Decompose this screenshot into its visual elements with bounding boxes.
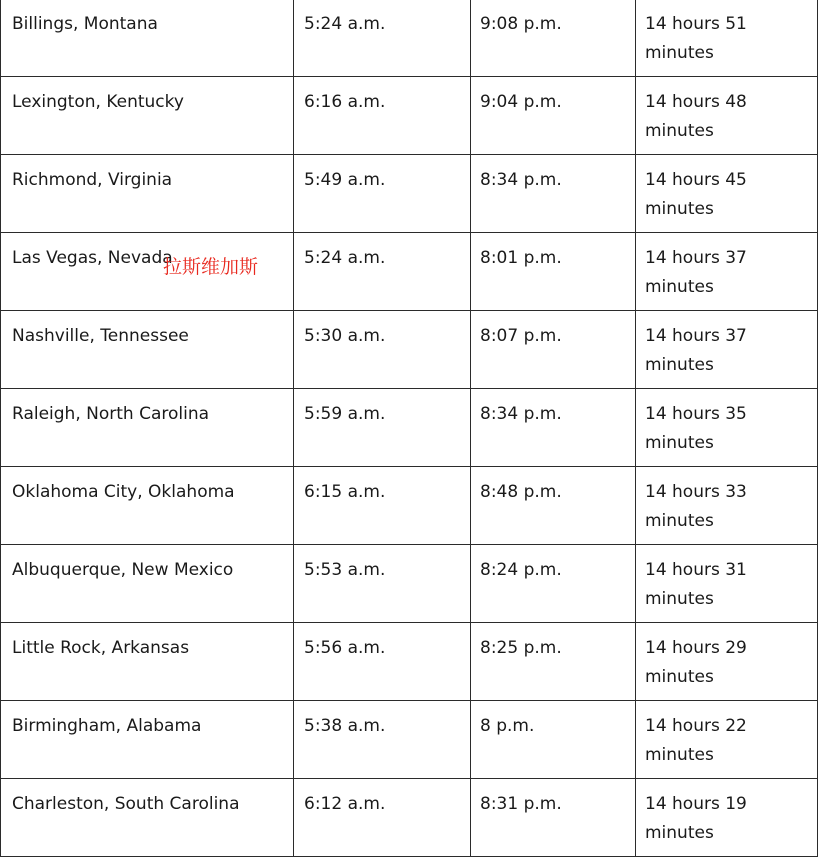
day-length: 14 hours 19 minutes xyxy=(645,794,747,843)
city-name: Oklahoma City, Oklahoma xyxy=(12,482,235,502)
city-name: Little Rock, Arkansas xyxy=(12,638,190,658)
sunset-cell xyxy=(471,311,636,389)
city-name: Las Vegas, Nevada xyxy=(12,248,173,268)
sunset-cell xyxy=(471,545,636,623)
sunrise-time: 5:24 a.m. xyxy=(304,248,386,268)
sunrise-cell xyxy=(294,545,471,623)
sunrise-time: 6:16 a.m. xyxy=(304,92,386,112)
table-row xyxy=(1,779,818,857)
day-length: 14 hours 31 minutes xyxy=(645,560,747,609)
sunset-cell xyxy=(471,623,636,701)
table-row xyxy=(1,77,818,155)
day-length-cell xyxy=(636,545,818,623)
day-length: 14 hours 22 minutes xyxy=(645,716,747,765)
table-body xyxy=(1,0,818,857)
city-cell xyxy=(1,311,294,389)
city-cell xyxy=(1,623,294,701)
city-cell xyxy=(1,155,294,233)
sunset-time: 8:07 p.m. xyxy=(480,326,562,346)
sunset-cell xyxy=(471,155,636,233)
day-length: 14 hours 37 minutes xyxy=(645,248,747,297)
sunrise-cell xyxy=(294,77,471,155)
city-name: Birmingham, Alabama xyxy=(12,716,202,736)
sunrise-cell xyxy=(294,311,471,389)
day-length: 14 hours 37 minutes xyxy=(645,326,747,375)
sunset-cell xyxy=(471,779,636,857)
sunset-time: 8:48 p.m. xyxy=(480,482,562,502)
sunset-cell xyxy=(471,467,636,545)
city-cell xyxy=(1,779,294,857)
city-name: Richmond, Virginia xyxy=(12,170,173,190)
sunrise-cell xyxy=(294,155,471,233)
sunrise-time: 5:38 a.m. xyxy=(304,716,386,736)
city-name: Charleston, South Carolina xyxy=(12,794,240,814)
day-length-cell xyxy=(636,779,818,857)
day-length: 14 hours 33 minutes xyxy=(645,482,747,531)
city-cell xyxy=(1,389,294,467)
sunset-time: 8:25 p.m. xyxy=(480,638,562,658)
sunrise-time: 6:12 a.m. xyxy=(304,794,386,814)
day-length: 14 hours 45 minutes xyxy=(645,170,747,219)
table-row xyxy=(1,233,818,311)
day-length-cell xyxy=(636,467,818,545)
city-cell xyxy=(1,545,294,623)
city-name: Albuquerque, New Mexico xyxy=(12,560,234,580)
sunrise-cell xyxy=(294,389,471,467)
city-name: Billings, Montana xyxy=(12,14,158,34)
sunset-time: 8:34 p.m. xyxy=(480,404,562,424)
sunset-cell xyxy=(471,233,636,311)
sunset-cell xyxy=(471,77,636,155)
city-cell xyxy=(1,701,294,779)
day-length: 14 hours 48 minutes xyxy=(645,92,747,141)
sunset-cell xyxy=(471,701,636,779)
sunset-time: 8:24 p.m. xyxy=(480,560,562,580)
city-name: Nashville, Tennessee xyxy=(12,326,189,346)
day-length-cell xyxy=(636,623,818,701)
sunrise-cell xyxy=(294,623,471,701)
sunset-cell xyxy=(471,389,636,467)
day-length-cell xyxy=(636,0,818,77)
day-length-cell xyxy=(636,311,818,389)
sunset-time: 8:34 p.m. xyxy=(480,170,562,190)
sunrise-time: 5:53 a.m. xyxy=(304,560,386,580)
sunrise-time: 5:24 a.m. xyxy=(304,14,386,34)
day-length-cell xyxy=(636,155,818,233)
sunrise-time: 5:59 a.m. xyxy=(304,404,386,424)
handwritten-annotation: 拉斯维加斯 xyxy=(163,256,259,278)
table-row xyxy=(1,0,818,77)
city-cell xyxy=(1,0,294,77)
table-row xyxy=(1,155,818,233)
day-length: 14 hours 29 minutes xyxy=(645,638,747,687)
sunset-time: 8:01 p.m. xyxy=(480,248,562,268)
sunrise-time: 5:30 a.m. xyxy=(304,326,386,346)
table-row xyxy=(1,311,818,389)
sunset-time: 9:08 p.m. xyxy=(480,14,562,34)
sunrise-time: 5:49 a.m. xyxy=(304,170,386,190)
table-row xyxy=(1,701,818,779)
table-row xyxy=(1,389,818,467)
city-name: Lexington, Kentucky xyxy=(12,92,184,112)
day-length: 14 hours 35 minutes xyxy=(645,404,747,453)
table-row xyxy=(1,545,818,623)
sunrise-cell xyxy=(294,467,471,545)
sunset-cell xyxy=(471,0,636,77)
day-length: 14 hours 51 minutes xyxy=(645,14,747,63)
day-length-cell xyxy=(636,389,818,467)
city-name: Raleigh, North Carolina xyxy=(12,404,210,424)
sunrise-time: 6:15 a.m. xyxy=(304,482,386,502)
city-cell xyxy=(1,233,294,311)
table-row xyxy=(1,467,818,545)
sunrise-time: 5:56 a.m. xyxy=(304,638,386,658)
table-row xyxy=(1,623,818,701)
day-length-cell xyxy=(636,701,818,779)
sunrise-cell xyxy=(294,701,471,779)
day-length-cell xyxy=(636,233,818,311)
sunset-time: 9:04 p.m. xyxy=(480,92,562,112)
sunset-time: 8:31 p.m. xyxy=(480,794,562,814)
sunset-time: 8 p.m. xyxy=(480,716,535,736)
city-cell xyxy=(1,467,294,545)
city-cell xyxy=(1,77,294,155)
sunrise-cell xyxy=(294,233,471,311)
sunrise-cell xyxy=(294,779,471,857)
day-length-cell xyxy=(636,77,818,155)
sunrise-cell xyxy=(294,0,471,77)
